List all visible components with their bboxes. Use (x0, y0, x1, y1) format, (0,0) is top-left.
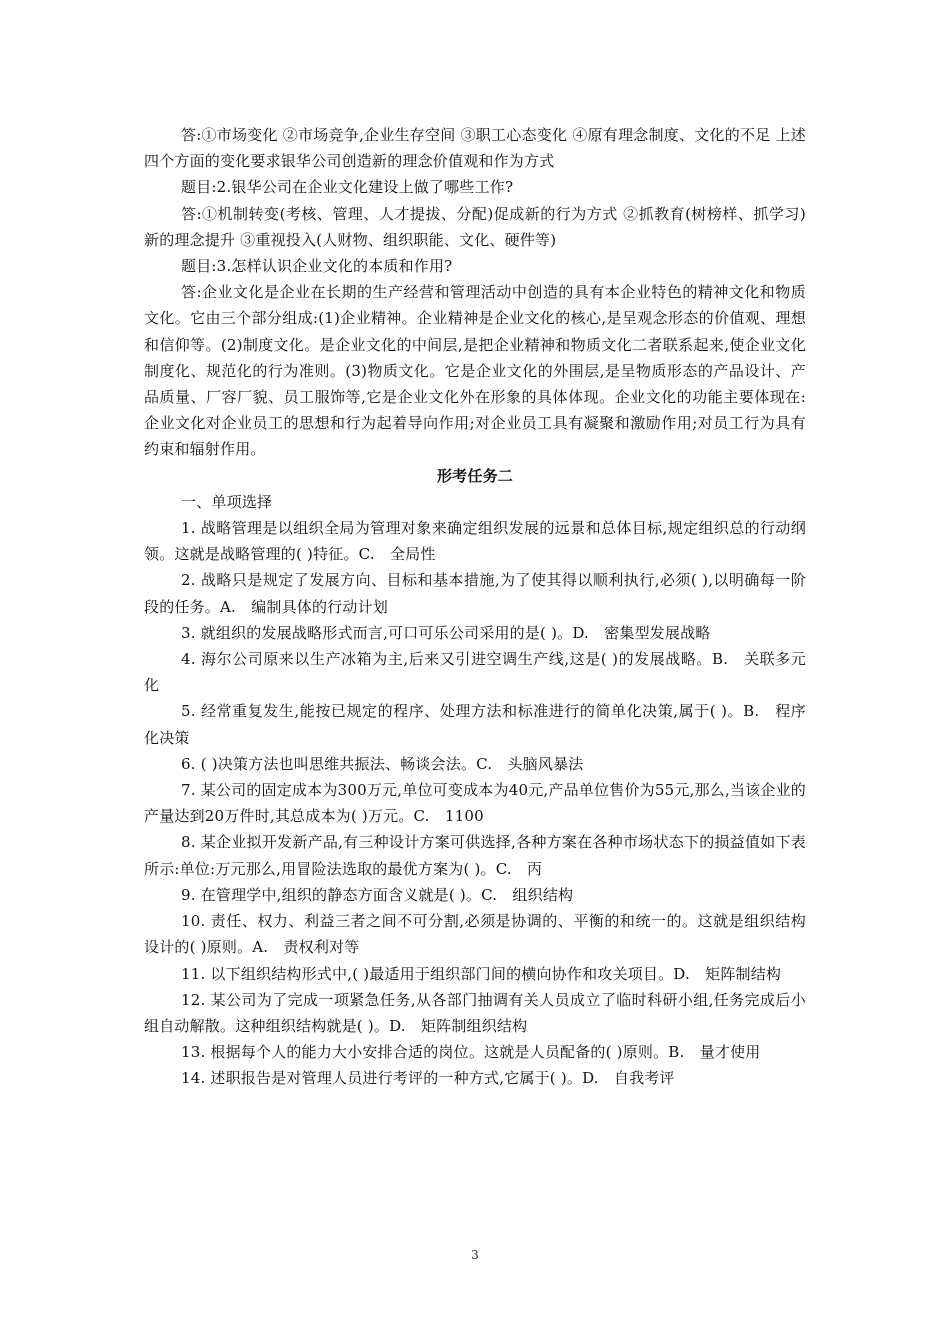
question-item: 5. 经常重复发生,能按已规定的程序、处理方法和标准进行的简单化决策,属于( )。B. 程序化决策 (144, 702, 806, 747)
question-paragraph: 题目:3.怎样认识企业文化的本质和作用? (181, 257, 453, 276)
question-item: 14. 述职报告是对管理人员进行考评的一种方式,它属于( )。D. 自我考评 (181, 1069, 675, 1088)
question-item: 6. ( )决策方法也叫思维共振法、畅谈会法。C. 头脑风暴法 (181, 754, 584, 773)
answer-paragraph: 答:企业文化是企业在长期的生产经营和管理活动中创造的具有本企业特色的精神文化和物质文化。它由三个部分组成:(1)企业精神。企业精神是企业文化的核心,是呈观念形态的价值观、理想和信仰等。(2)制度文化。是企业文化的中间层,是把企业精神和物质文化二者联系起来,使企业文化制度化、规范化的行为准则。(3)物质文化。它是企业文化的外围层,是呈物质形态的产品设计、产品质量、厂容厂貌、员工服饰等,它是企业文化外在形象的具体体现。企业文化的功能主要体现在:企业文化对企业员工的思想和行为起着导向作用;对企业员工具有凝聚和激励作用;对员工行为具有约束和辐射作用。 (144, 283, 806, 459)
question-item: 9. 在管理学中,组织的静态方面含义就是( )。C. 组织结构 (181, 885, 574, 904)
question-paragraph: 题目:2.银华公司在企业文化建设上做了哪些工作? (181, 178, 514, 197)
question-item: 7. 某公司的固定成本为300万元,单位可变成本为40元,产品单位售价为55元,那么,当该企业的产量达到20万件时,其总成本为( )万元。C. 1100 (144, 781, 806, 826)
question-item: 3. 就组织的发展战略形式而言,可口可乐公司采用的是( )。D. 密集型发展战略 (181, 623, 711, 642)
question-item: 4. 海尔公司原来以生产冰箱为主,后来又引进空调生产线,这是( )的发展战略。B. 关联多元化 (144, 650, 806, 695)
answer-paragraph: 答:①机制转变(考核、管理、人才提拔、分配)促成新的行为方式 ②抓教育(树榜样、抓学习)新的理念提升 ③重视投入(人财物、组织职能、文化、硬件等) (144, 204, 806, 249)
question-item: 8. 某企业拟开发新产品,有三种设计方案可供选择,各种方案在各种市场状态下的损益值如下表所示:单位:万元那么,用冒险法选取的最优方案为( )。C. 丙 (144, 833, 806, 878)
question-item: 2. 战略只是规定了发展方向、目标和基本措施,为了使其得以顺利执行,必须( ),以明确每一阶段的任务。A. 编制具体的行动计划 (144, 571, 806, 616)
page-content (144, 122, 806, 1092)
question-item: 13. 根据每个人的能力大小安排合适的岗位。这就是人员配备的( )原则。B. 量才使用 (181, 1043, 761, 1062)
question-item: 12. 某公司为了完成一项紧急任务,从各部门抽调有关人员成立了临时科研小组,任务完成后小组自动解散。这种组织结构就是( )。D. 矩阵制组织结构 (144, 990, 806, 1035)
question-item: 10. 责任、权力、利益三者之间不可分割,必须是协调的、平衡的和统一的。这就是组织结构设计的( )原则。A. 责权利对等 (144, 912, 806, 957)
section-title: 形考任务二 (436, 466, 513, 485)
question-item: 11. 以下组织结构形式中,( )最适用于组织部门间的横向协作和攻关项目。D. 矩阵制结构 (181, 964, 782, 983)
question-item: 1. 战略管理是以组织全局为管理对象来确定组织发展的远景和总体目标,规定组织总的行动纲领。这就是战略管理的( )特征。C. 全局性 (144, 519, 806, 564)
answer-paragraph: 答:①市场变化 ②市场竞争,企业生存空间 ③职工心态变化 ④原有理念制度、文化的不足 上述四个方面的变化要求银华公司创造新的理念价值观和作为方式 (144, 126, 806, 171)
page-number: 3 (471, 1248, 479, 1262)
subsection-heading: 一、单项选择 (181, 492, 273, 511)
